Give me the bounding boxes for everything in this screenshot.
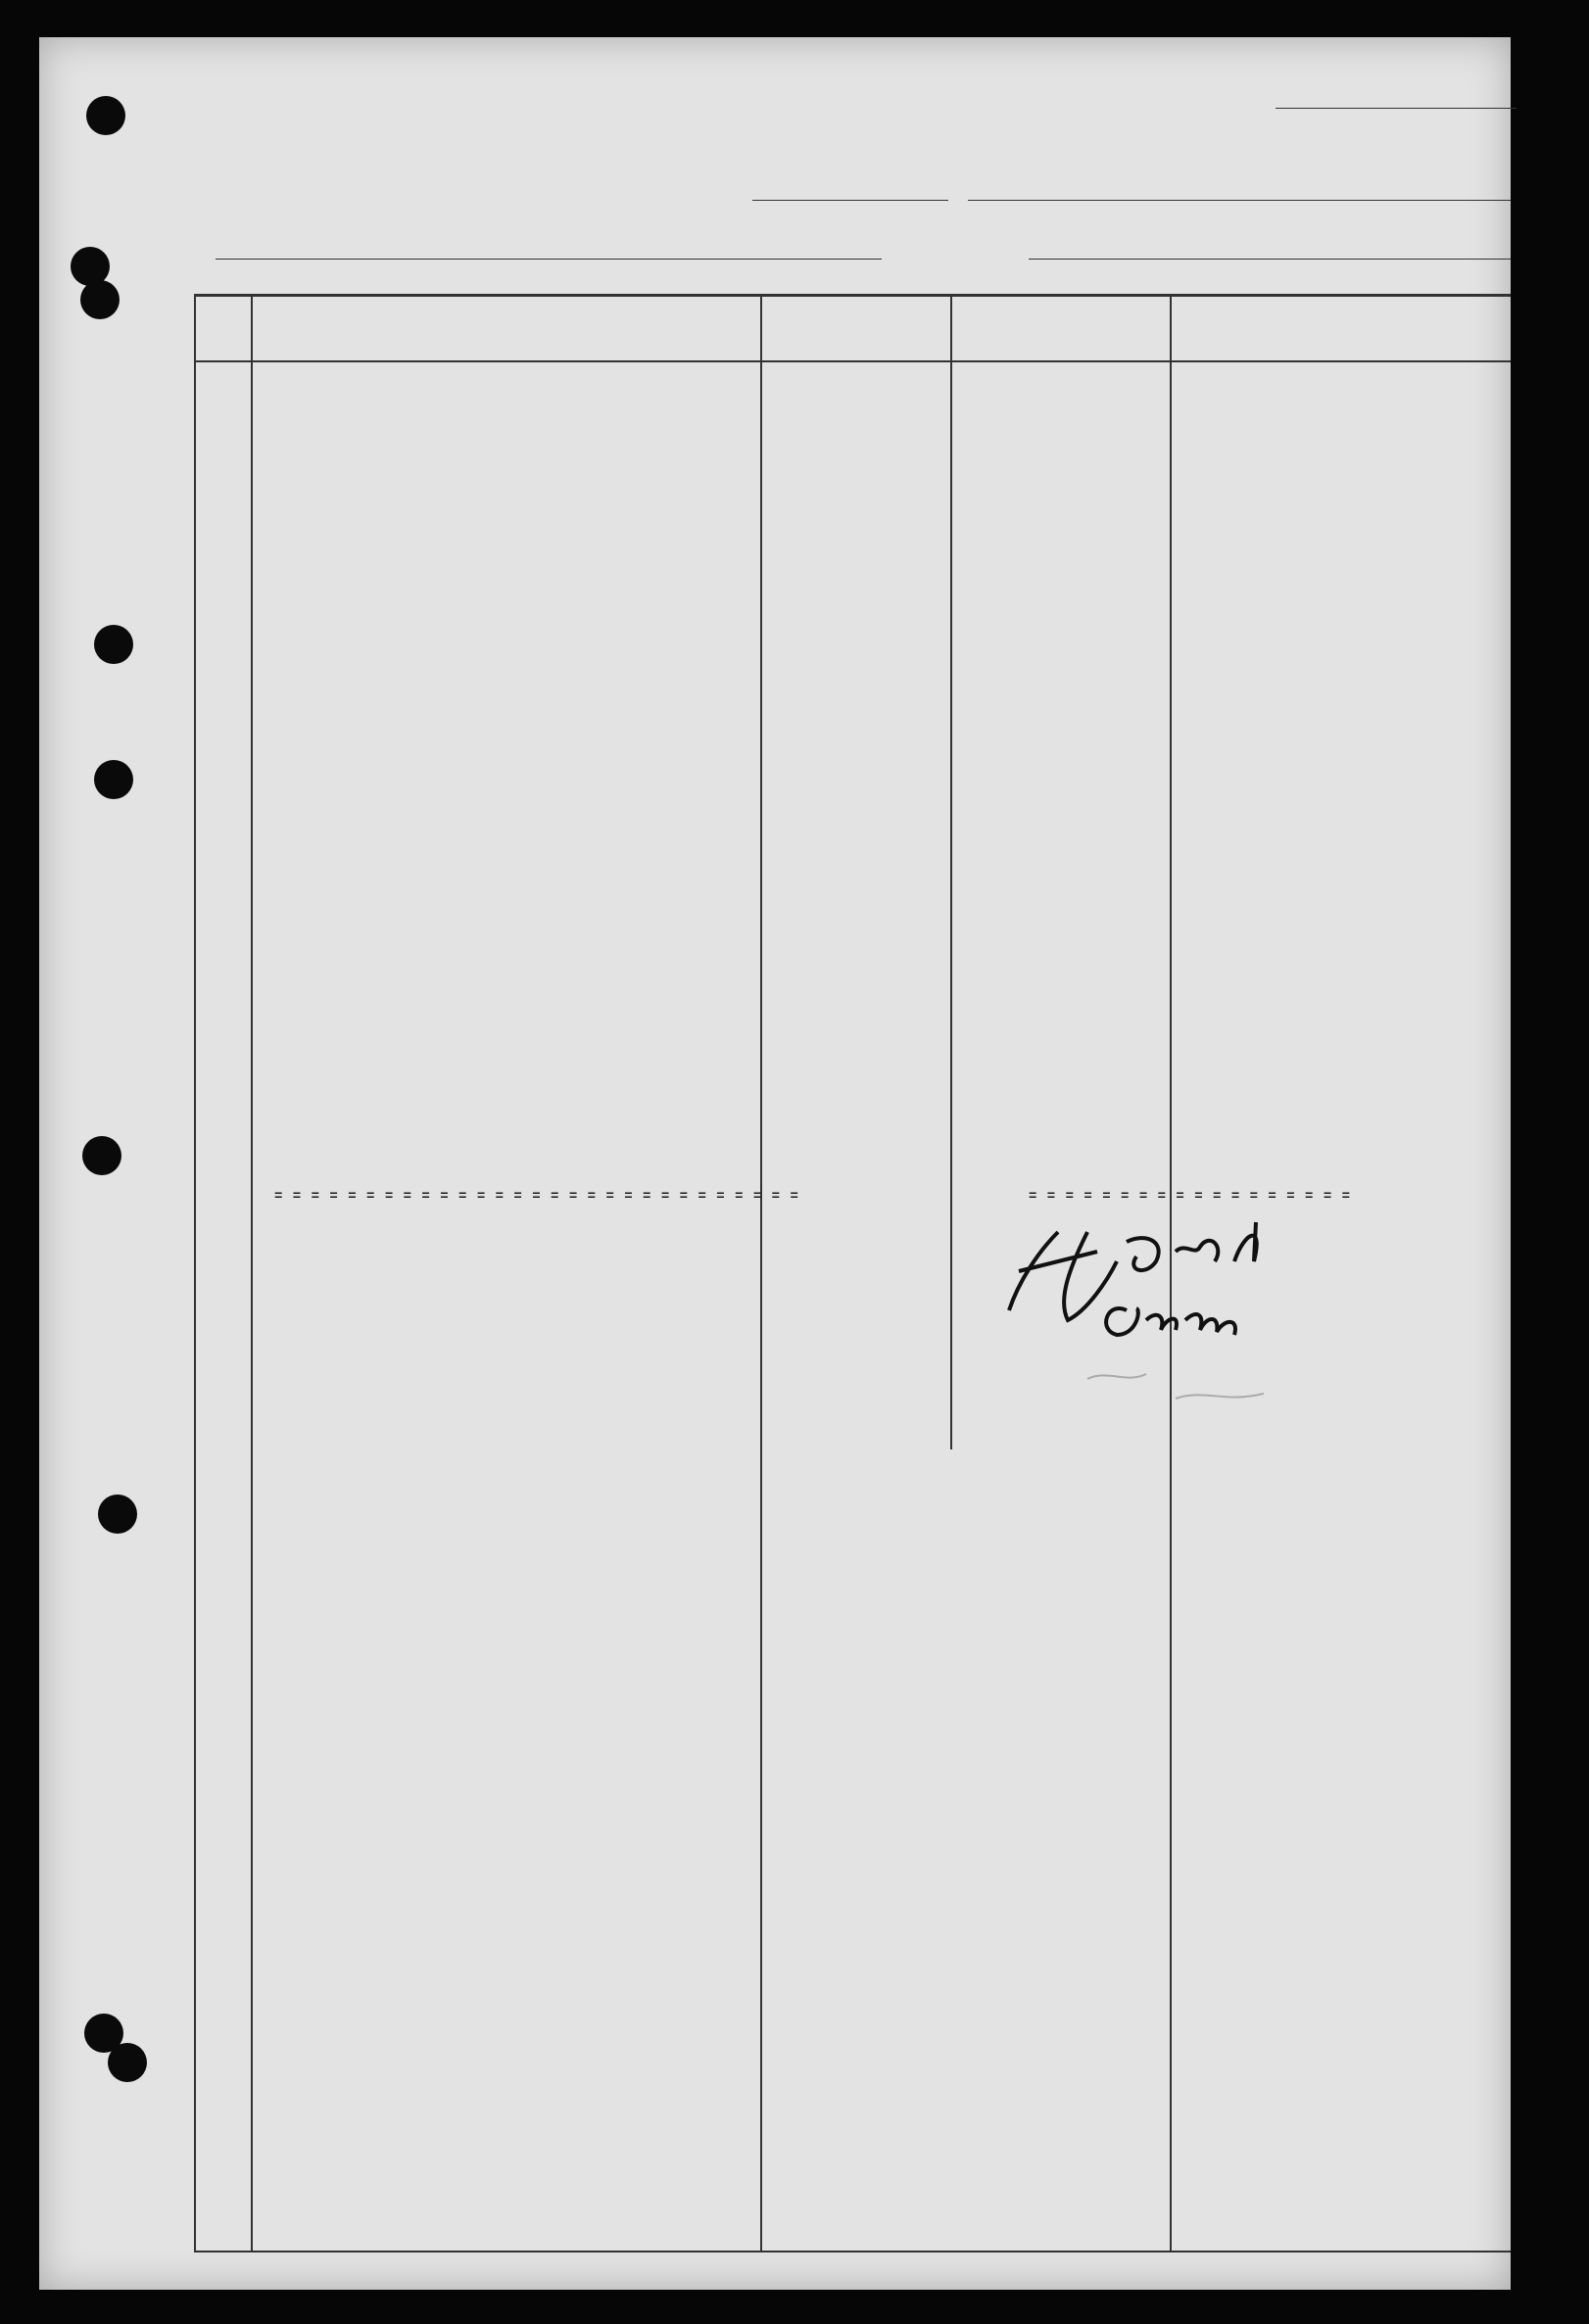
closing-dashes: = = = = = = = = = = = = = = = = = = = = = = = = = = = = = (274, 1189, 799, 1205)
binder-hole (94, 625, 133, 664)
faint-smudge (1078, 1350, 1313, 1418)
binder-hole (108, 2043, 147, 2082)
binder-hole (98, 1494, 137, 1534)
binder-hole (86, 96, 125, 135)
officer-signature (999, 1203, 1372, 1359)
binder-hole (94, 760, 133, 799)
manifest-sheet (39, 37, 1511, 2290)
binder-hole (80, 280, 120, 319)
closing-dashes-right: = = = = = = = = = = = = = = = = = = (1029, 1189, 1352, 1205)
binder-hole (82, 1136, 121, 1175)
